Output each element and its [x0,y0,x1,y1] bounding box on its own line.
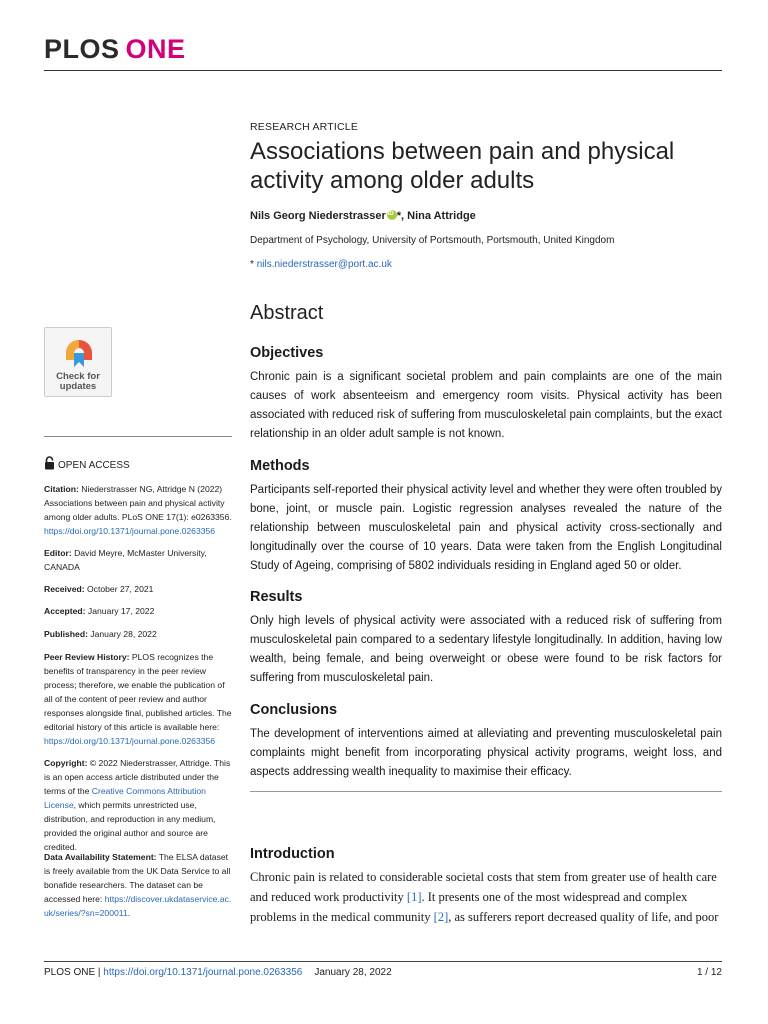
copyright-label: Copyright: [44,758,88,768]
peer-review-label: Peer Review History: [44,652,130,662]
footer-separator: | [95,967,104,978]
open-lock-icon [44,456,55,470]
data-link[interactable]: https://discover.ukdataservice.ac.uk/series/?sn=200011 [44,894,232,918]
citation-block [44,482,234,538]
footer-date: January 28, 2022 [314,967,392,978]
logo-plos: PLOS [44,34,120,64]
ref-2[interactable]: [2] [433,910,449,924]
copyright-block [44,756,234,854]
footer [44,967,392,978]
copyright-text: © 2022 Niederstrasser, Attridge. This is an open access article distributed under the terms of the [44,758,231,796]
methods-heading: Methods [250,458,310,474]
objectives-text: Chronic pain is a significant societal problem and pain complaints are one of the main causes of work absenteeism and emergency room visits. Physical activity has been associated with reduced risk of suffering from musculoskeletal pain complaints, but the exact relationship in an older adult sample is not known. [250,371,722,440]
abstract-rule [250,791,722,792]
article-title: Associations between pain and physical activity among older adults [250,138,675,194]
accepted-date: January 17, 2022 [85,606,155,616]
objectives-heading: Objectives [250,345,324,361]
corresponding-email [250,259,392,270]
received-date: October 27, 2021 [84,584,154,594]
author-2[interactable]: , Nina Attridge [401,210,476,222]
results-heading: Results [250,589,303,605]
copyright-text-end: , which permits unrestricted use, distribution, and reproduction in any medium, provided the original author and source are credited. [44,800,216,852]
accepted-block [44,604,234,618]
article-type: RESEARCH ARTICLE [250,121,359,133]
published-date: January 28, 2022 [87,629,157,639]
check-updates-line-2: updates [59,381,97,392]
peer-review-text: PLOS recognizes the benefits of transparency in the peer review process; therefore, we enable the publication of all of the content of peer review and author responses alongside final, published articles. The editorial history of this article is available here: [44,652,232,732]
open-access-label: OPEN ACCESS [58,460,130,471]
peer-review-block [44,650,234,748]
introduction-text [250,867,722,927]
email-mark: * [250,259,254,270]
citation-text: Niederstrasser NG, Attridge N (2022) Associations between pain and physical activity among older adults. PLoS ONE 17(1): e0263356. [44,484,232,522]
published-block [44,627,234,641]
header-rule [44,70,722,71]
journal-logo[interactable] [44,34,186,65]
intro-part-2: . It presents one of the most widespread and complex problems in the medical community [250,890,688,924]
affiliation: Department of Psychology, University of Portsmouth, Portsmouth, United Kingdom [250,235,615,246]
citation-label: Citation: [44,484,79,494]
results-text: Only high levels of physical activity were associated with a reduced risk of suffering from musculoskeletal pain compared to a sedentary lifestyle longitudinally. In addition, having low wealth, being female, and being overweight or obese were found to be risk factors for suffering from musculoskeletal pain. [250,615,722,684]
data-availability-block [44,850,234,920]
logo-one: ONE [125,34,186,64]
email-link[interactable]: nils.niederstrasser@port.ac.uk [256,259,392,270]
page-number: 1 / 12 [696,967,722,978]
check-updates-line-1: Check for [56,371,100,382]
check-updates-icon [62,333,96,371]
footer-doi-link[interactable]: https://doi.org/10.1371/journal.pone.0263356 [103,967,303,978]
ref-1[interactable]: [1] [406,890,422,904]
peer-review-doi-link[interactable]: https://doi.org/10.1371/journal.pone.0263356 [44,736,216,746]
footer-rule [44,961,722,962]
editor-text: David Meyre, McMaster University, CANADA [44,548,207,572]
intro-part-1: Chronic pain is related to considerable societal costs that stem from greater use of health care and reduced work productivity [250,870,717,904]
methods-text: Participants self-reported their physical activity level and whether they were often troubled by bone, joint, or muscle pain. Logistic regression analyses revealed the nature of the relationship between musculoskeletal pain and physical activity cross-sectionally and longitudinally over the course of 10 years. Data were taken from the English Longitudinal Study of Ageing, comprising of 5802 individuals residing in England aged 50 or older. [250,484,722,572]
license-link[interactable]: Creative Commons Attribution License [44,786,206,810]
open-access-badge [44,456,130,471]
introduction-heading: Introduction [250,846,335,862]
received-label: Received: [44,584,85,594]
accepted-label: Accepted: [44,606,86,616]
check-for-updates-button[interactable] [44,327,112,397]
data-availability-text: The ELSA dataset is freely available from the UK Data Service to all bonafide researchers. The dataset can be accessed here: [44,852,231,904]
author-list [250,210,476,222]
corresponding-mark: * [396,210,402,222]
published-label: Published: [44,629,88,639]
conclusions-text: The development of interventions aimed at alleviating and preventing musculoskeletal pain complaints might benefit from incorporating physical activity programs, weight loss, and aspects addressing wealth inequality to maximise their efficacy. [250,728,722,778]
conclusions-heading: Conclusions [250,702,338,718]
footer-journal: PLOS ONE [44,967,96,978]
editor-block [44,546,234,574]
received-block [44,582,234,596]
editor-label: Editor: [44,548,72,558]
citation-doi-link[interactable]: https://doi.org/10.1371/journal.pone.0263356 [44,526,216,536]
data-availability-label: Data Availability Statement: [44,852,157,862]
orcid-icon[interactable] [387,210,397,220]
sidebar-rule [44,436,232,437]
data-availability-end: . [127,908,131,918]
intro-part-3: , as sufferers report decreased quality of life, and poor [448,910,719,924]
abstract-heading: Abstract [250,302,324,324]
check-updates-label [45,372,111,392]
author-1[interactable]: Nils Georg Niederstrasser [250,210,386,222]
